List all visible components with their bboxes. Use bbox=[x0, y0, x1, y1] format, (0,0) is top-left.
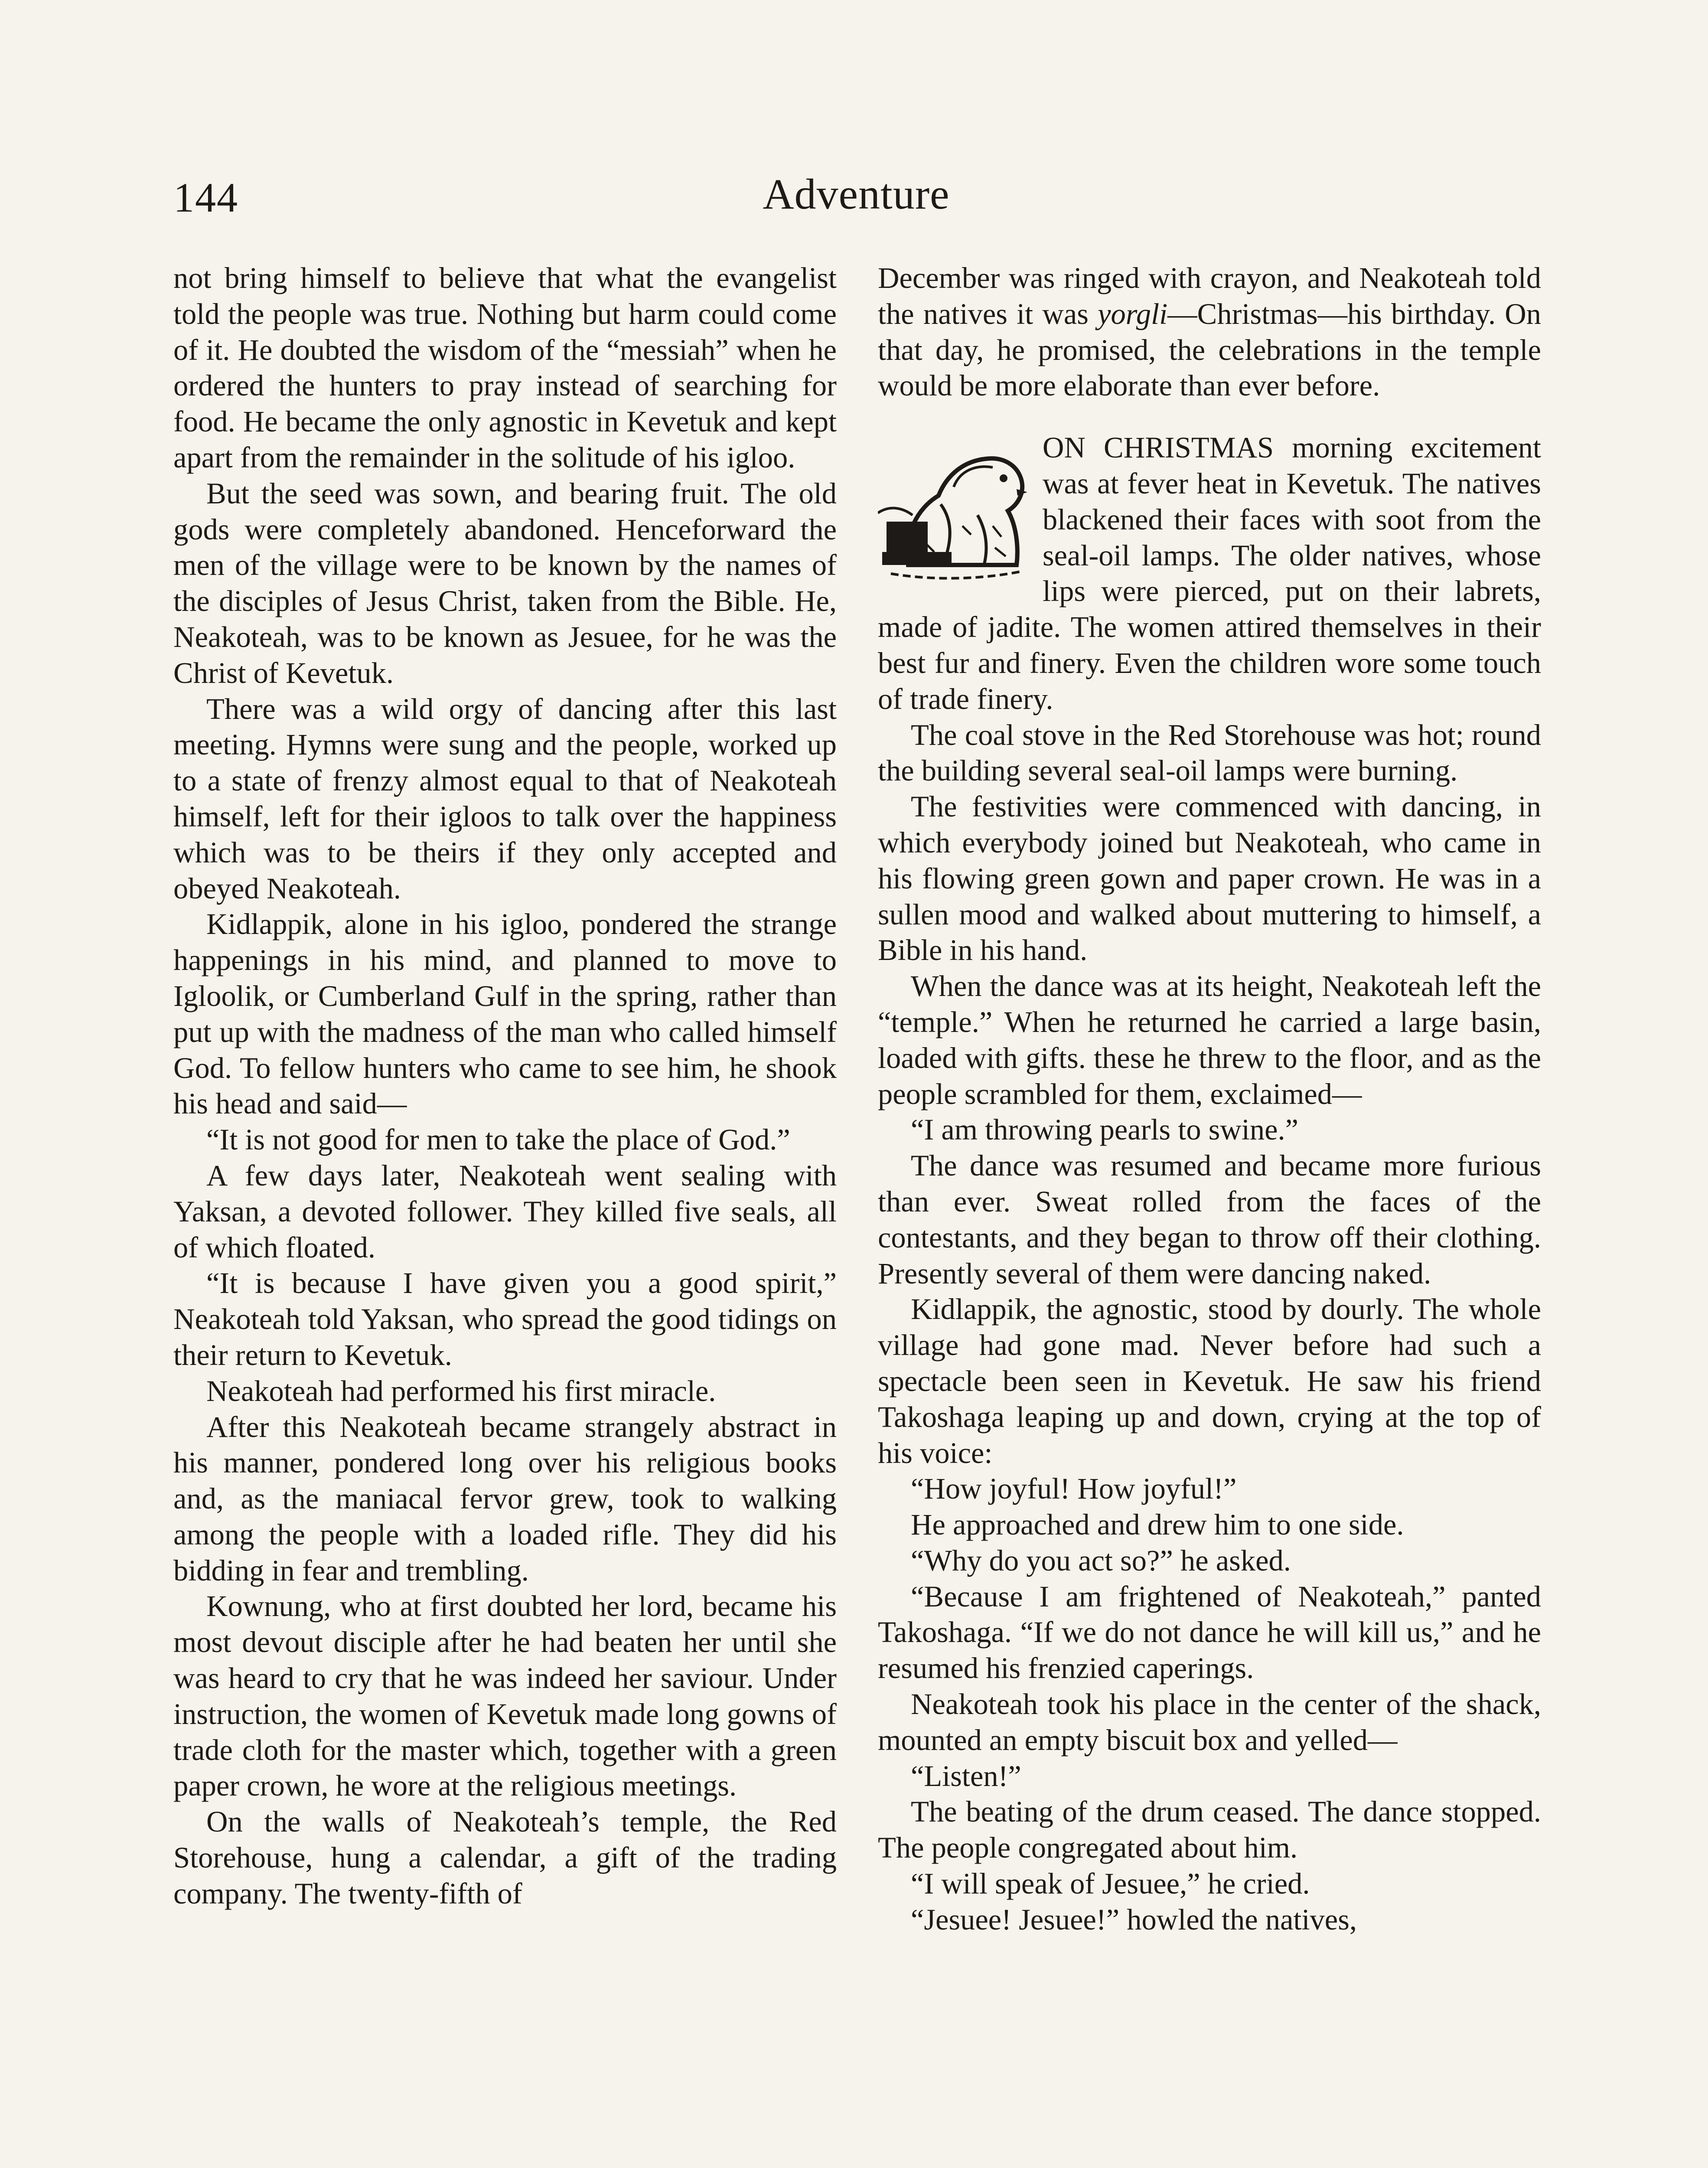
paragraph: Neakoteah took his place in the center of the shack, mounted an empty biscuit box and yelled— bbox=[878, 1688, 1541, 1757]
paragraph: But the seed was sown, and bearing fruit. The old gods were completely abandoned. Henceforward the men of the village were to be known by the names of the disciples of Jesus Christ, taken from the Bible. He, Neakoteah, was to be known as Jesuee, for he was the Christ of Kevetuk. bbox=[173, 477, 837, 689]
left-column bbox=[173, 260, 837, 1912]
paragraph: “How joyful! How joyful!” bbox=[911, 1472, 1237, 1505]
running-title: Adventure bbox=[763, 170, 950, 218]
paragraph: The festivities were commenced with dancing, in which everybody joined but Neakoteah, who came in his flowing green gown and paper crown. He was in a sullen mood and walked about muttering to himself, a Bible in his hand. bbox=[878, 790, 1541, 967]
paragraph: Neakoteah had performed his first miracle. bbox=[206, 1374, 716, 1407]
paragraph: “Why do you act so?” he asked. bbox=[911, 1544, 1291, 1577]
paragraph: Kidlappik, the agnostic, stood by dourly. The whole village had gone mad. Never before had such a spectacle been seen in Kevetuk. He saw his friend Takoshaga leaping up and down, crying at the top of his voice: bbox=[878, 1293, 1541, 1469]
page-number: 144 bbox=[173, 174, 238, 221]
paragraph: The dance was resumed and became more furious than ever. Sweat rolled from the faces of the contestants, and they began to throw off their clothing. Presently several of them were dancing naked. bbox=[878, 1149, 1541, 1290]
paragraph: He approached and drew him to one side. bbox=[911, 1508, 1404, 1541]
paragraph: “I will speak of Jesuee,” he cried. bbox=[911, 1867, 1310, 1900]
section-opening-paragraph bbox=[878, 430, 1541, 717]
page-header bbox=[173, 169, 1539, 230]
paragraph: After this Neakoteah became strangely abstract in his manner, pondered long over his religious books and, as the maniacal fervor grew, took to walking among the people with a loaded rifle. They did his bidding in fear and trembling. bbox=[173, 1410, 837, 1587]
paragraph: “I am throwing pearls to swine.” bbox=[911, 1113, 1299, 1146]
paragraph-text: December was ringed with crayon, and Neakoteah told the natives it was bbox=[878, 261, 1541, 330]
paragraph: Kownung, who at first doubted her lord, became his most devout disciple after he had beaten her until she was heard to cry that he was indeed her saviour. Under instruction, the women of Kevetuk made long gowns of trade cloth for the master which, together with a green paper crown, he wore at the religious meetings. bbox=[173, 1590, 837, 1802]
paragraph: Kidlappik, alone in his igloo, pondered the strange happenings in his mind, and planned to move to Igloolik, or Cumberland Gulf in the spring, rather than put up with the madness of the man who called himself God. To fellow hunters who came to see him, he shook his head and said— bbox=[173, 908, 837, 1120]
paragraph: not bring himself to believe that what the evangelist told the people was true. Nothing but harm could come of it. He doubted the wisdom of the “messiah” when he ordered the hunters to pray instead of searching for food. He became the only agnostic in Kevetuk and kept apart from the remainder in the solitude of his igloo. bbox=[173, 261, 837, 474]
paragraph bbox=[878, 260, 1541, 404]
paragraph: “It is because I have given you a good spirit,” Neakoteah told Yaksan, who spread the good tidings on their return to Kevetuk. bbox=[173, 1267, 837, 1371]
paragraph: “Jesuee! Jesuee!” howled the natives, bbox=[911, 1903, 1357, 1936]
paragraph: On the walls of Neakoteah’s temple, the Red Storehouse, hung a calendar, a gift of the trading company. The twenty-fifth of bbox=[173, 1805, 837, 1910]
paragraph: The beating of the drum ceased. The dance stopped. The people congregated about him. bbox=[878, 1795, 1541, 1864]
paragraph: A few days later, Neakoteah went sealing with Yaksan, a devoted follower. They killed five seals, all of which floated. bbox=[173, 1159, 837, 1264]
paragraph-text: ON CHRISTMAS morning excitement was at fever heat in Kevetuk. The natives blackened their faces with soot from the seal-oil lamps. The older natives, whose lips were pierced, put on their labrets, made of jadite. The women attired themselves in their best fur and finery. Even the children wore some touch of trade finery. bbox=[878, 431, 1541, 715]
paragraph: “Because I am frightened of Neakoteah,” panted Takoshaga. “If we do not dance he will kill us,” and he resumed his frenzied caperings. bbox=[878, 1580, 1541, 1685]
paragraph: “Listen!” bbox=[911, 1759, 1021, 1793]
paragraph-text: —Christmas—his birthday. On that day, he promised, the celebrations in the temple would be more elaborate than ever before. bbox=[878, 297, 1541, 402]
paragraph: “It is not good for men to take the place of God.” bbox=[206, 1123, 790, 1156]
polar-bear-dropcap-icon bbox=[878, 435, 1032, 582]
paragraph: When the dance was at its height, Neakoteah left the “temple.” When he returned he carried a large basin, loaded with gifts. these he threw to the floor, and as the people scrambled for them, exclaimed— bbox=[878, 970, 1541, 1110]
paragraph: The coal stove in the Red Storehouse was hot; round the building several seal-oil lamps were burning. bbox=[878, 718, 1541, 787]
paragraph: There was a wild orgy of dancing after this last meeting. Hymns were sung and the people, worked up to a state of frenzy almost equal to that of Neakoteah himself, left for their igloos to talk over the happiness which was to be theirs if they only accepted and obeyed Neakoteah. bbox=[173, 692, 837, 905]
right-column bbox=[878, 260, 1541, 1938]
italic-word: yorgli bbox=[1098, 297, 1168, 330]
